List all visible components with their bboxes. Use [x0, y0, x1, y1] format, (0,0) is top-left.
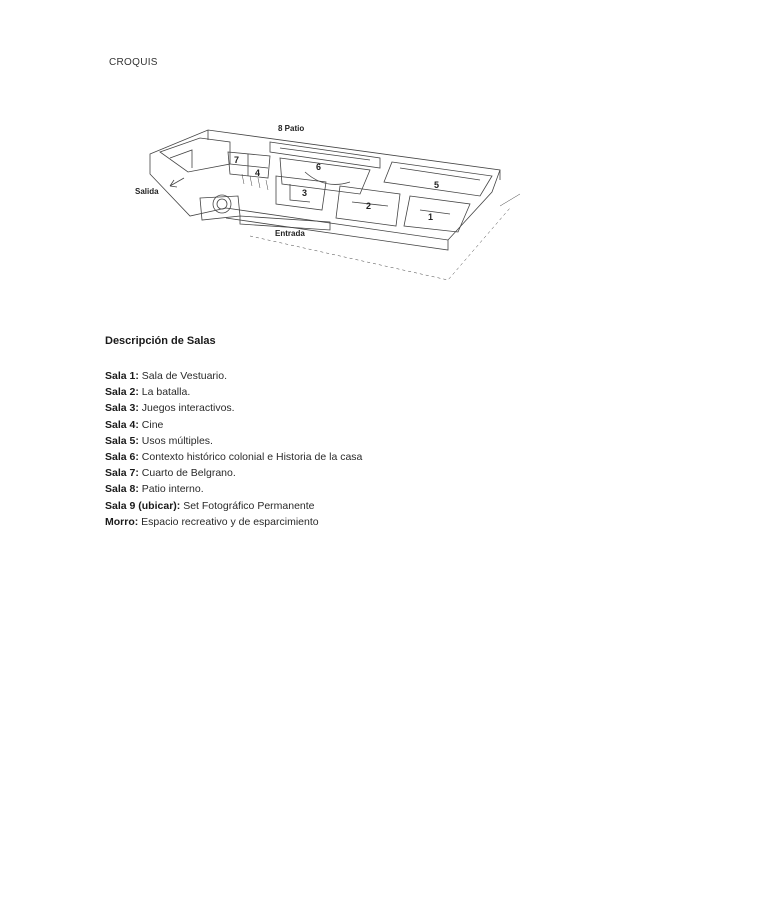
room-item	[105, 465, 362, 481]
room-number: 6	[316, 162, 322, 172]
section-title: Descripción de Salas	[105, 335, 216, 347]
room-label: Sala 4:	[105, 418, 139, 431]
room-item	[105, 368, 362, 384]
room-number: 7	[234, 155, 240, 165]
room-item	[105, 498, 362, 514]
room-description: Set Fotográfico Permanente	[180, 499, 315, 512]
patio-label: 8 Patio	[278, 124, 305, 133]
room-item	[105, 449, 362, 465]
room-item	[105, 433, 362, 449]
room-label: Sala 2:	[105, 386, 139, 399]
room-item	[105, 514, 362, 530]
room-number: 3	[302, 188, 308, 198]
room-item	[105, 400, 362, 416]
page-title: CROQUIS	[109, 57, 158, 68]
room-description: Patio interno.	[138, 483, 204, 496]
room-item	[105, 384, 362, 400]
room-label: Sala 3:	[105, 402, 139, 415]
room-description: Cuarto de Belgrano.	[138, 467, 236, 480]
room-item	[105, 481, 362, 497]
room-number: 1	[428, 212, 434, 222]
room-number: 5	[434, 180, 440, 190]
room-description: Usos múltiples.	[138, 434, 213, 447]
exit-label: Salida	[135, 187, 159, 196]
room-list	[105, 368, 362, 530]
room-description: Sala de Vestuario.	[138, 370, 228, 382]
room-label: Sala 1:	[105, 370, 139, 382]
room-label: Sala 9 (ubicar):	[105, 499, 181, 512]
room-description: Juegos interactivos.	[138, 402, 235, 415]
floor-plan-drawing	[130, 112, 530, 292]
room-number: 2	[366, 201, 372, 211]
room-label: Sala 6:	[105, 451, 139, 464]
room-description: Espacio recreativo y de esparcimiento	[138, 515, 319, 528]
entrance-label: Entrada	[275, 229, 305, 238]
room-description: La batalla.	[138, 386, 191, 399]
room-number: 4	[255, 168, 261, 178]
room-description: Cine	[138, 418, 164, 431]
room-item	[105, 417, 362, 433]
room-label: Sala 5:	[105, 434, 139, 447]
room-label: Sala 7:	[105, 467, 139, 480]
room-label: Morro:	[105, 515, 139, 528]
floor-plan-sketch	[130, 112, 530, 292]
room-label: Sala 8:	[105, 483, 139, 496]
room-description: Contexto histórico colonial e Historia de la casa	[138, 451, 363, 464]
